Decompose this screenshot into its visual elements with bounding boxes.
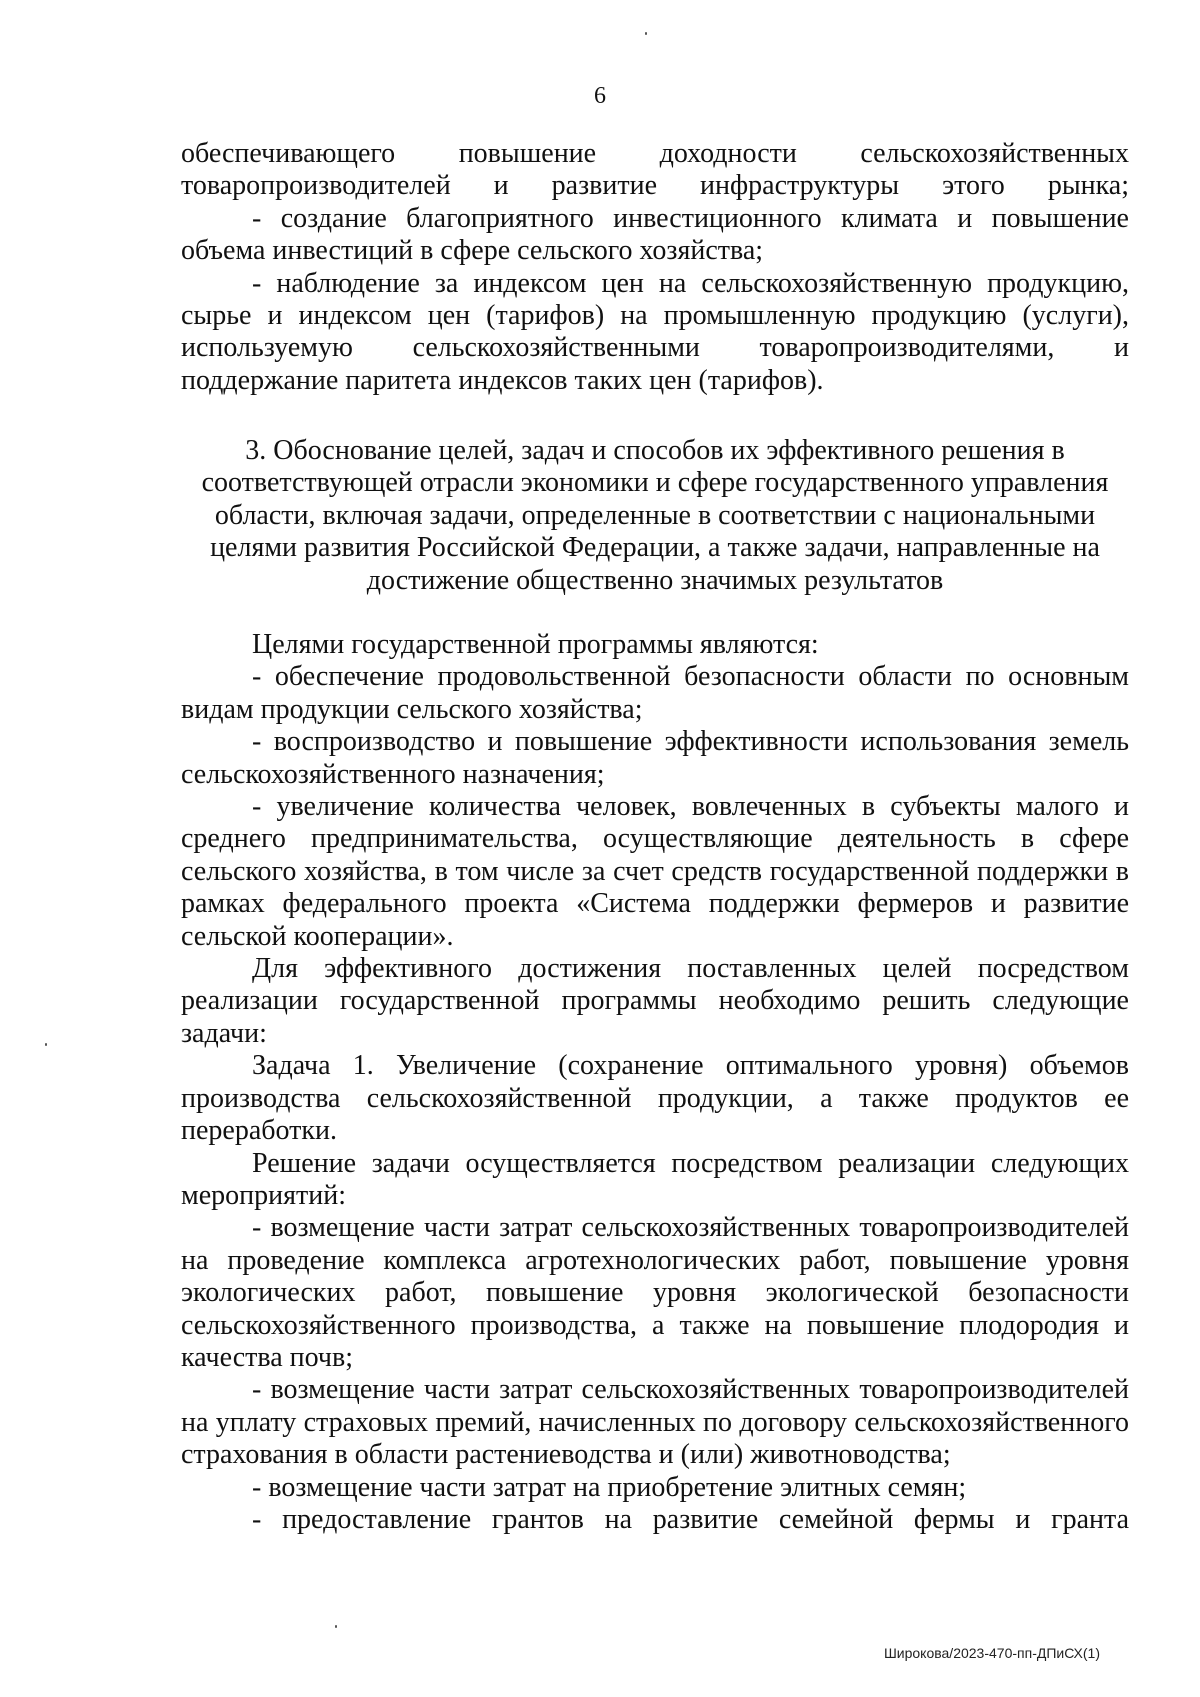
heading-line: целями развития Российской Федерации, а также задачи, направленные на xyxy=(210,532,1100,564)
page-number: 6 xyxy=(594,83,606,109)
heading-line: 3. Обоснование целей, задач и способов их эффективного решения в xyxy=(245,435,1065,466)
paragraph: Задача 1. Увеличение (сохранение оптимального уровня) объемов производства сельскохозяйственной продукции, а также продуктов ее переработки. xyxy=(181,1050,1129,1147)
paragraph: - возмещение части затрат сельскохозяйственных товаропроизводителей на уплату страховых премий, начисленных по договору сельскохозяйственного страхования в области растениеводства и (или) животноводства; xyxy=(181,1374,1129,1471)
goals-text xyxy=(181,629,1129,1536)
paragraph: - обеспечение продовольственной безопасности области по основным видам продукции сельского хозяйства; xyxy=(181,661,1129,725)
intro-text xyxy=(181,138,1129,397)
paragraph: - воспроизводство и повышение эффективности использования земель сельскохозяйственного назначения; xyxy=(181,726,1129,790)
paragraph: - наблюдение за индексом цен на сельскохозяйственную продукцию, сырье и индексом цен (тарифов) на промышленную продукцию (услуги), используемую сельскохозяйственными товаропроизводителями, и поддержание паритета индексов таких цен (тарифов). xyxy=(181,267,1129,396)
heading-line: области, включая задачи, определенные в соответствии с национальными xyxy=(214,499,1096,531)
paragraph: - увеличение количества человек, вовлеченных в субъекты малого и среднего предпринимательства, осуществляющие деятельность в сфере сельского хозяйства, в том числе за счет средств государственной поддержки в рамках федерального проекта «Система поддержки фермеров и развитие сельской кооперации». xyxy=(181,791,1129,952)
paragraph: Для эффективного достижения поставленных целей посредством реализации государственной программы необходимо решить следующие задачи: xyxy=(181,953,1129,1049)
paragraph: - создание благоприятного инвестиционного климата и повышение объема инвестиций в сфере сельского хозяйства; xyxy=(181,202,1129,267)
paragraph: Целями государственной программы являются: xyxy=(252,629,819,660)
scan-speck xyxy=(335,1625,337,1628)
paragraph: Решение задачи осуществляется посредством реализации следующих мероприятий: xyxy=(181,1147,1129,1211)
scan-speck xyxy=(645,32,647,35)
section-heading xyxy=(160,435,1150,597)
document-code: Широкова/2023-470-пп-ДПиСХ(1) xyxy=(883,1645,1100,1661)
paragraph: - предоставление грантов на развитие семейной фермы и гранта xyxy=(252,1503,1129,1535)
paragraph: - возмещение части затрат сельскохозяйственных товаропроизводителей на проведение комплекса агротехнологических работ, повышение уровня экологических работ, повышение уровня экологической безопасности сельскохозяйственного производства, а также на повышение плодородия и качества почв; xyxy=(181,1212,1129,1373)
paragraph: - возмещение части затрат на приобретение элитных семян; xyxy=(252,1471,967,1503)
heading-line: достижение общественно значимых результатов xyxy=(366,564,944,596)
paragraph: обеспечивающего повышение доходности сельскохозяйственных товаропроизводителей и развитие инфраструктуры этого рынка; xyxy=(181,138,1129,202)
heading-line: соответствующей отрасли экономики и сфере государственного управления xyxy=(201,467,1109,499)
scan-speck xyxy=(45,1043,47,1046)
